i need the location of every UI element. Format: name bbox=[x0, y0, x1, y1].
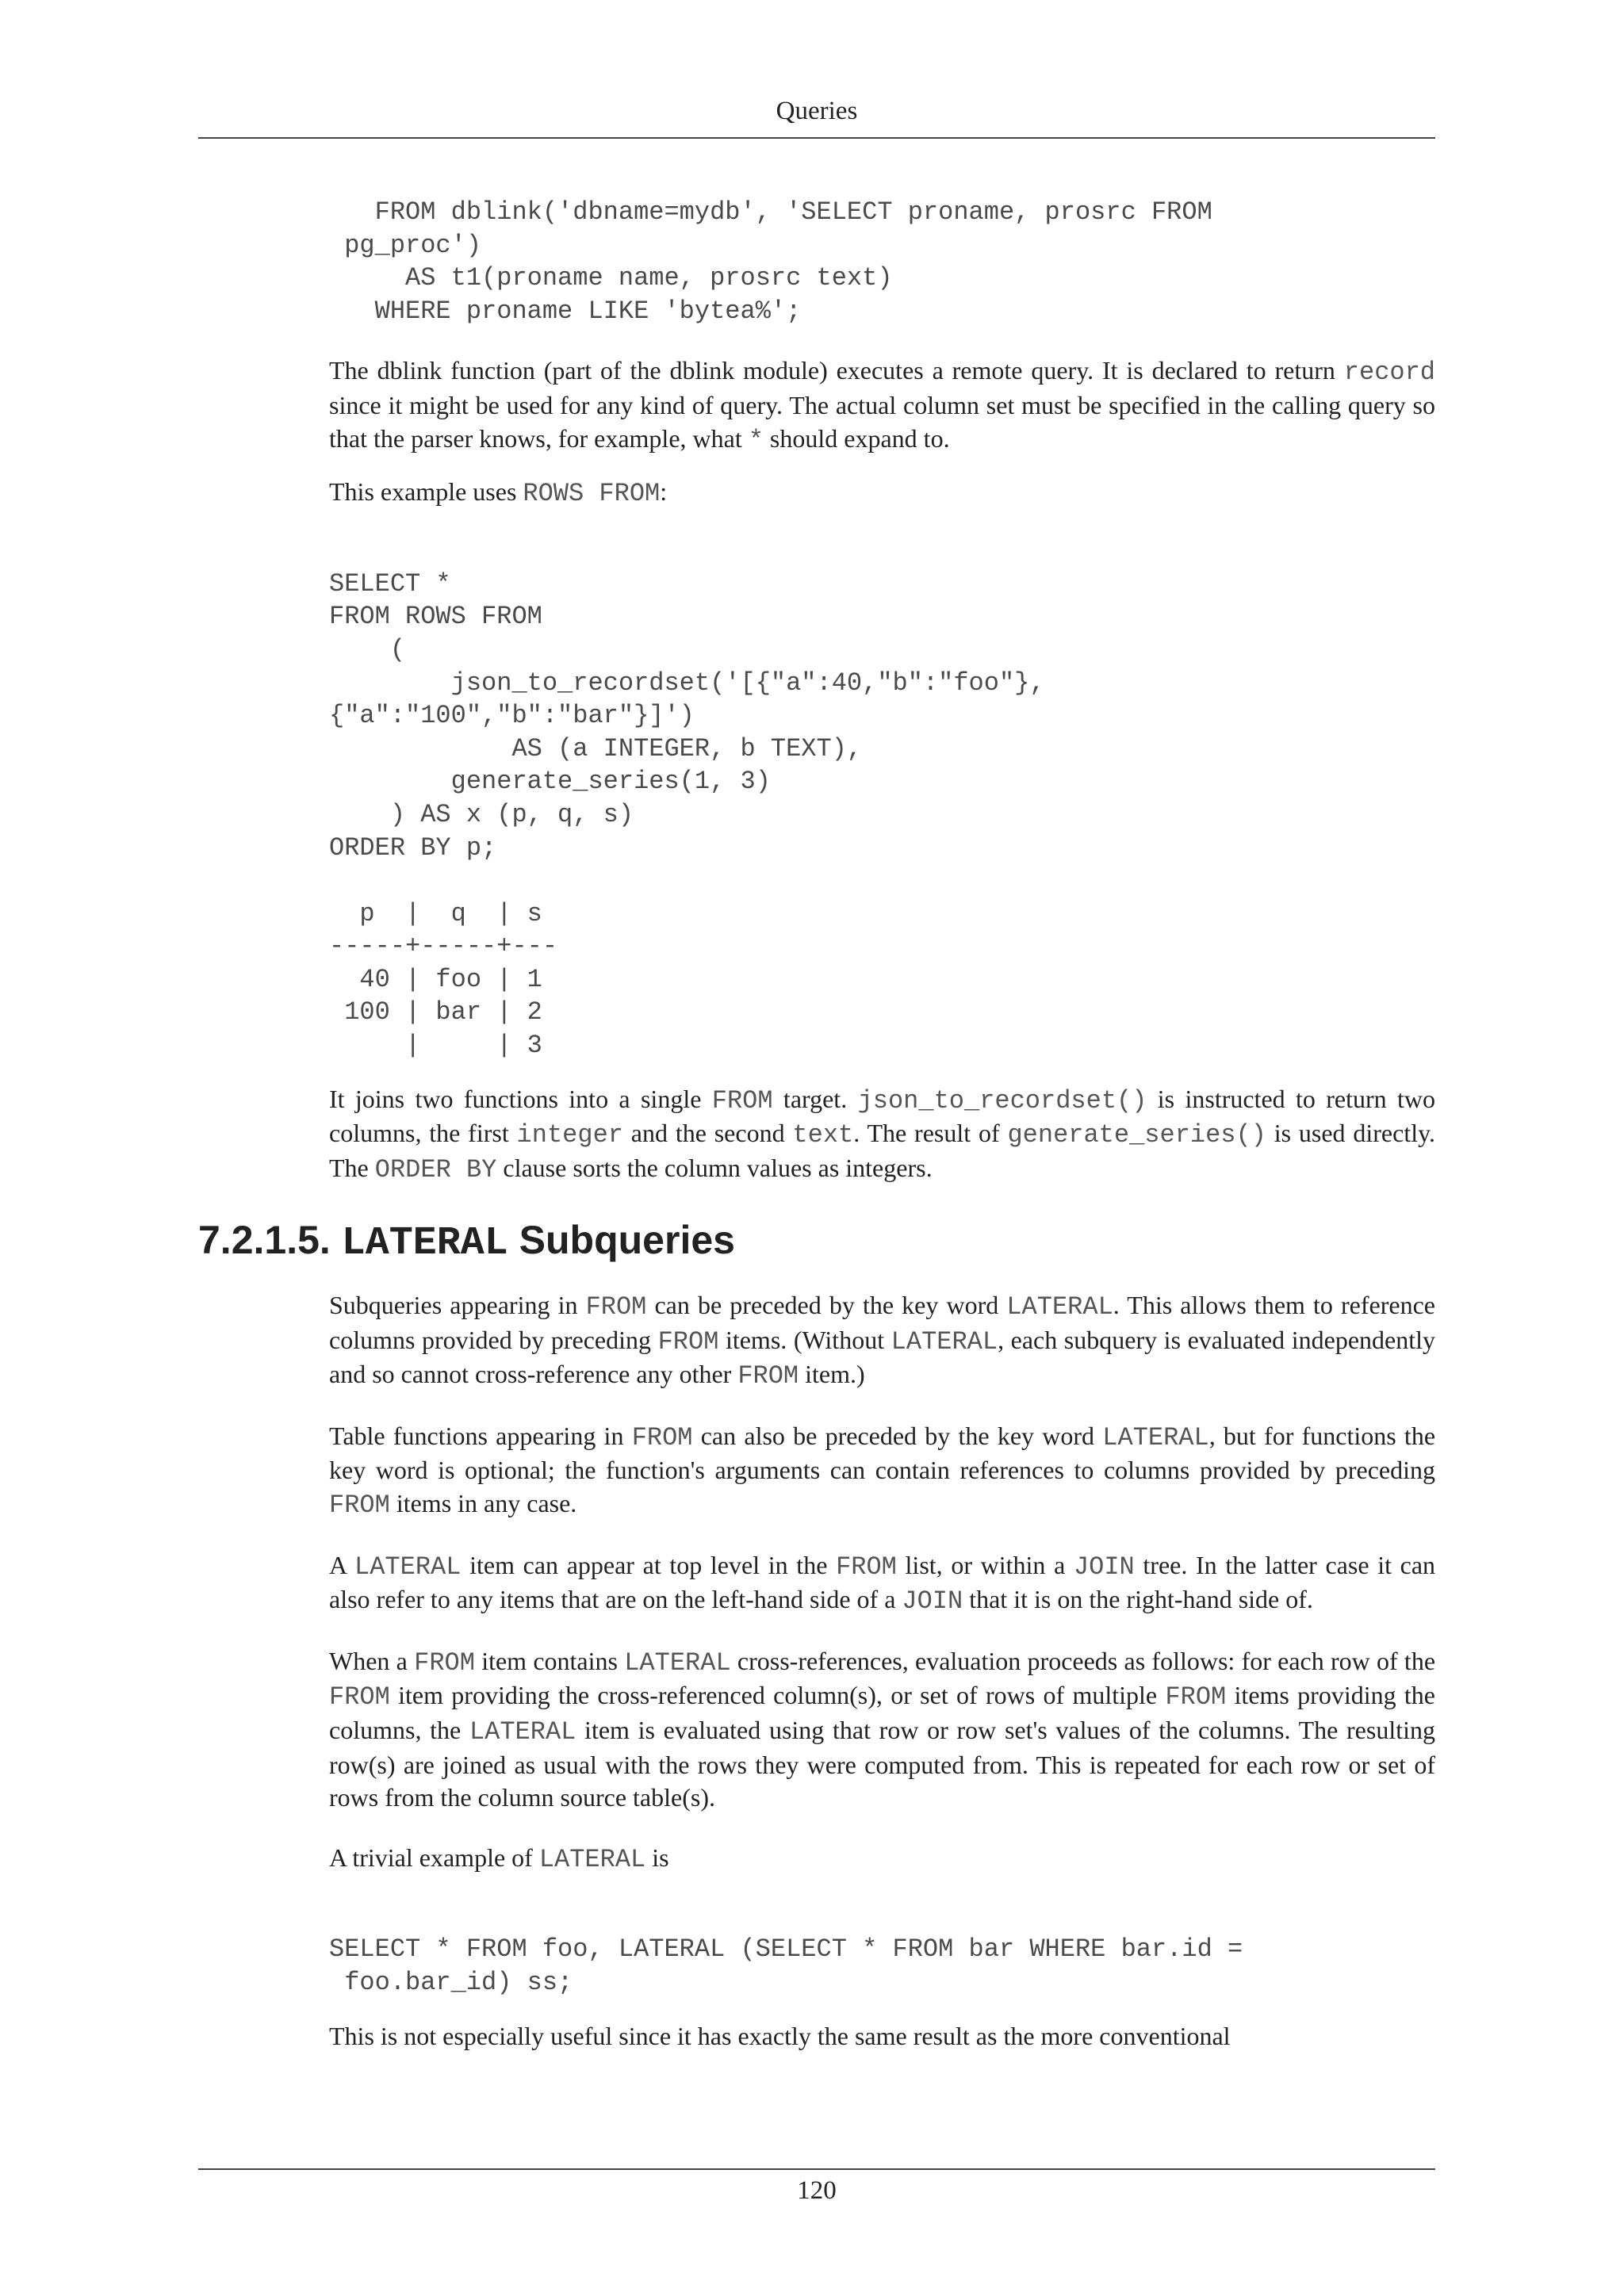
inline-code: ROWS FROM bbox=[523, 479, 661, 509]
section-title-text: Subqueries bbox=[519, 1218, 735, 1262]
code-block-dblink: FROM dblink('dbname=mydb', 'SELECT proname, prosrc FROM pg_proc') AS t1(proname name, prosrc text) WHERE proname LIKE 'bytea%'; bbox=[344, 197, 1212, 326]
inline-code: FROM bbox=[329, 1682, 390, 1712]
text-run: can also be preceded by the key word bbox=[692, 1421, 1103, 1450]
inline-code: generate_series() bbox=[1007, 1120, 1266, 1150]
text-run: , each subquery is evaluated independently and so cannot cross-reference any other bbox=[329, 1325, 1436, 1389]
text-run: A trivial example of bbox=[329, 1843, 539, 1872]
inline-code: LATERAL bbox=[354, 1552, 462, 1582]
inline-code: FROM bbox=[329, 1490, 390, 1520]
inline-code: integer bbox=[516, 1120, 623, 1150]
header-rule bbox=[198, 137, 1435, 139]
text-run: clause sorts the column values as integers. bbox=[496, 1153, 933, 1182]
paragraph-lateral-3 bbox=[329, 1549, 1435, 1618]
inline-code: JOIN bbox=[902, 1586, 963, 1617]
text-run: is instructed to return two columns, the first bbox=[329, 1084, 1436, 1148]
inline-code: FROM bbox=[737, 1361, 799, 1391]
text-run: items in any case. bbox=[389, 1488, 577, 1517]
inline-code: ORDER BY bbox=[374, 1154, 497, 1184]
page-number: 120 bbox=[797, 2176, 837, 2205]
text-run: list, or within a bbox=[896, 1550, 1074, 1579]
text-run: : bbox=[660, 477, 668, 507]
text-run: is used directly. The bbox=[329, 1119, 1436, 1182]
inline-code: FROM bbox=[585, 1292, 647, 1322]
text-run: should expand to. bbox=[763, 423, 950, 453]
footer-rule bbox=[198, 2168, 1435, 2170]
inline-code: LATERAL bbox=[1102, 1422, 1209, 1452]
inline-code: LATERAL bbox=[624, 1647, 731, 1678]
inline-code: FROM bbox=[1165, 1682, 1227, 1712]
text-run: and the second bbox=[622, 1119, 793, 1148]
inline-code: FROM bbox=[414, 1647, 475, 1678]
code-block-rows-from: SELECT * FROM ROWS FROM ( json_to_recordset('[{"a":40,"b":"foo"}, {"a":"100","b":"bar"}]') AS (a INTEGER, b TEXT), generate_series(1, 3) ) AS x (p, q, s) ORDER BY p; p | q | s -----+-----+--- 40 | foo | 1 100 | bar | 2 | | 3 bbox=[329, 568, 1045, 1061]
text-run: can be preceded by the key word bbox=[646, 1291, 1007, 1319]
text-run: item providing the cross-referenced column(s), or set of rows of multiple bbox=[389, 1681, 1166, 1710]
paragraph-joins bbox=[329, 1083, 1435, 1187]
text-run: , but for functions the key word is optional; the function's arguments can contain references to columns provided by preceding bbox=[329, 1421, 1436, 1485]
text-run: items providing the columns, the bbox=[329, 1681, 1436, 1744]
text-run: Table functions appearing in bbox=[329, 1421, 632, 1450]
text-run: item.) bbox=[799, 1360, 865, 1389]
text-run: item is evaluated using that row or row set's values of the columns. The resulting row(s) are joined as usual with the rows they were computed from. This is repeated for each row or set of rows from the column source table(s). bbox=[329, 1715, 1436, 1812]
text-run: that it is on the right-hand side of. bbox=[963, 1585, 1313, 1614]
inline-code: JOIN bbox=[1073, 1552, 1135, 1582]
text-run: is bbox=[645, 1843, 669, 1872]
paragraph-dblink bbox=[329, 354, 1435, 457]
paragraph-rows-from-intro bbox=[329, 476, 1435, 511]
inline-code: json_to_recordset() bbox=[857, 1085, 1147, 1115]
inline-code: text bbox=[792, 1120, 854, 1150]
text-run: items. (Without bbox=[718, 1325, 891, 1354]
inline-code: FROM bbox=[657, 1326, 719, 1357]
paragraph-conventional: This is not especially useful since it has exactly the same result as the more conventional bbox=[329, 2021, 1231, 2050]
text-run: target. bbox=[772, 1084, 858, 1113]
paragraph-lateral-2 bbox=[329, 1420, 1435, 1522]
text-run: cross-references, evaluation proceeds as follows: for each row of the bbox=[730, 1646, 1436, 1675]
inline-code: FROM bbox=[711, 1085, 773, 1115]
text-run: It joins two functions into a single bbox=[329, 1084, 712, 1113]
inline-code: LATERAL bbox=[538, 1844, 646, 1874]
section-number: 7.2.1.5. bbox=[198, 1218, 331, 1262]
section-heading bbox=[198, 1215, 735, 1269]
inline-code: LATERAL bbox=[469, 1716, 576, 1747]
text-run: A bbox=[329, 1550, 355, 1579]
inline-code: * bbox=[748, 425, 764, 455]
running-header: Queries bbox=[776, 97, 858, 125]
text-run: since it might be used for any kind of query. The actual column set must be specified in the calling query so that the parser knows, for example, what bbox=[329, 390, 1435, 453]
inline-code: LATERAL bbox=[891, 1326, 998, 1357]
text-run: . This allows them to reference columns provided by preceding bbox=[329, 1291, 1436, 1354]
text-run: tree. In the latter case it can also refer to any items that are on the left-hand side of a bbox=[329, 1550, 1436, 1614]
text-run: Subqueries appearing in bbox=[329, 1291, 586, 1319]
inline-code: LATERAL bbox=[1006, 1292, 1113, 1322]
text-run: item can appear at top level in the bbox=[461, 1550, 837, 1579]
paragraph-lateral-4 bbox=[329, 1645, 1435, 1815]
content-bottom bbox=[329, 1289, 1435, 2053]
inline-code: FROM bbox=[836, 1552, 897, 1582]
inline-code: FROM bbox=[631, 1422, 693, 1452]
text-run: This example uses bbox=[329, 477, 523, 507]
section-code: LATERAL bbox=[341, 1221, 508, 1266]
text-run: item contains bbox=[474, 1646, 625, 1675]
paragraph-lateral-1 bbox=[329, 1289, 1435, 1393]
code-block-lateral: SELECT * FROM foo, LATERAL (SELECT * FROM bar WHERE bar.id = foo.bar_id) ss; bbox=[329, 1934, 1243, 1997]
text-run: The dblink function (part of the dblink module) executes a remote query. It is declared to return bbox=[329, 356, 1344, 385]
content-top bbox=[329, 196, 1435, 1186]
text-run: When a bbox=[329, 1646, 415, 1675]
paragraph-trivial-example bbox=[329, 1842, 1435, 1877]
text-run: . The result of bbox=[853, 1119, 1008, 1148]
inline-code: record bbox=[1343, 358, 1435, 388]
